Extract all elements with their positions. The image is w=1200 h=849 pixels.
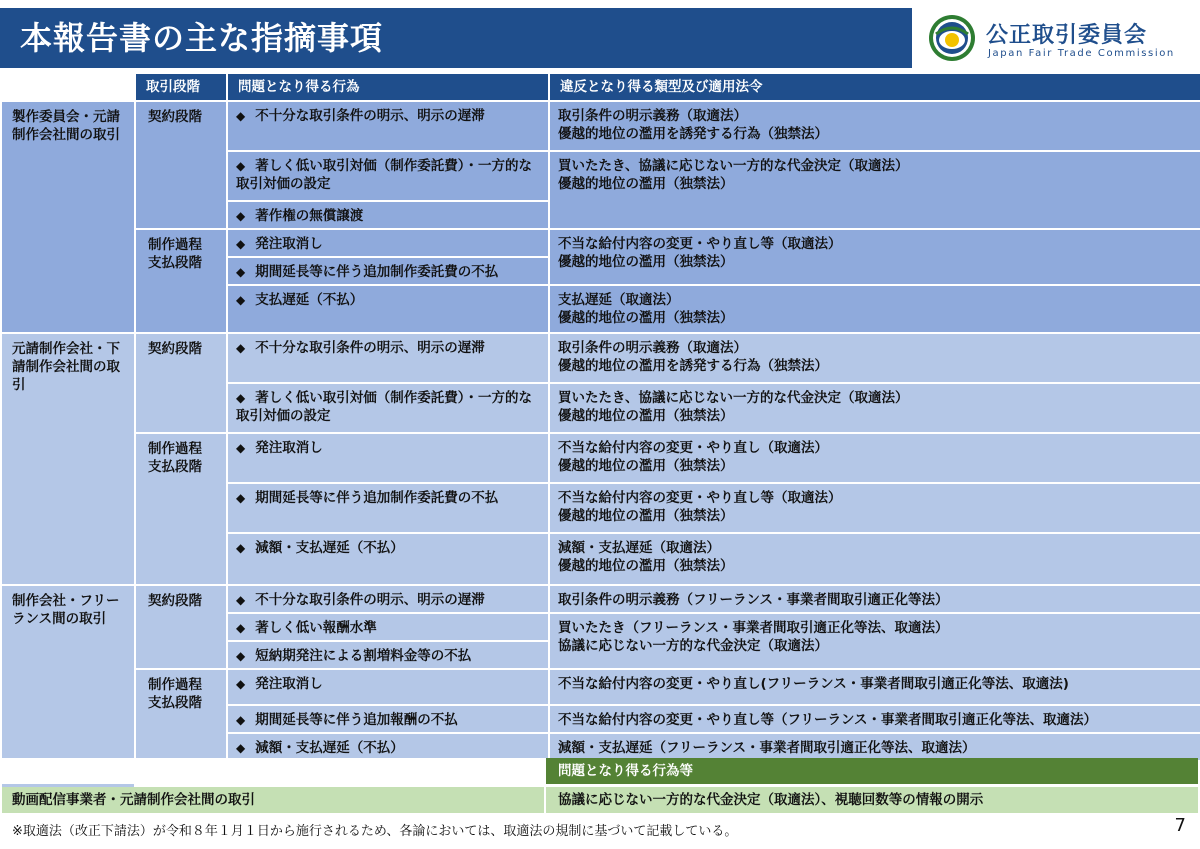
column-header-act: 問題となり得る行為 — [228, 74, 548, 100]
law-line: 不当な給付内容の変更・やり直し等（取適法） — [558, 236, 842, 252]
law-line: 買いたたき（フリーランス・事業者間取引適正化等法、取適法） — [558, 620, 949, 636]
column-header-law: 違反となり得る類型及び適用法令 — [550, 74, 1200, 100]
law-cell — [550, 230, 1200, 284]
law-line: 優越的地位の濫用（独禁法） — [558, 310, 734, 326]
law-line: 優越的地位の濫用（独禁法） — [558, 458, 734, 474]
law-line: 不当な給付内容の変更・やり直し（取適法） — [558, 440, 828, 456]
law-line: 優越的地位の濫用（独禁法） — [558, 408, 734, 424]
extra-party-cell: 動画配信事業者・元請制作会社間の取引 — [2, 787, 544, 813]
act-cell: ◆ 支払遅延（不払） — [228, 286, 548, 332]
law-line: 優越的地位の濫用を誘発する行為（独禁法） — [558, 358, 828, 374]
law-line: 取引条件の明示義務（フリーランス・事業者間取引適正化等法） — [558, 592, 949, 608]
title-bar — [0, 8, 912, 68]
stage-cell: 契約段階 — [136, 102, 226, 228]
stage-cell: 制作過程支払段階 — [136, 670, 226, 760]
page-number: 7 — [1174, 815, 1186, 836]
jftc-emblem-icon — [928, 14, 976, 62]
law-cell — [550, 152, 1200, 228]
act-cell: ◆ 期間延長等に伴う追加報酬の不払 — [228, 706, 548, 732]
logo-subtitle: Japan Fair Trade Commission — [988, 48, 1175, 59]
stage-cell: 制作過程支払段階 — [136, 434, 226, 584]
law-cell — [550, 586, 1200, 612]
law-line: 減額・支払遅延（フリーランス・事業者間取引適正化等法、取適法） — [558, 740, 976, 756]
law-line: 優越的地位の濫用（独禁法） — [558, 508, 734, 524]
law-cell — [550, 102, 1200, 150]
law-line: 不当な給付内容の変更・やり直し(フリーランス・事業者間取引適正化等法、取適法) — [558, 676, 1069, 692]
law-cell — [550, 434, 1200, 482]
law-line: 不当な給付内容の変更・やり直し等（フリーランス・事業者間取引適正化等法、取適法） — [558, 712, 1098, 728]
party-cell: 製作委員会・元請制作会社間の取引 — [2, 102, 134, 332]
act-cell: ◆ 短納期発注による割増料金等の不払 — [228, 642, 548, 668]
law-line: 協議に応じない一方的な代金決定（取適法） — [558, 638, 828, 654]
law-cell — [550, 734, 1200, 760]
law-cell — [550, 670, 1200, 704]
act-cell: ◆ 著しく低い取引対価（制作委託費）・一方的な取引対価の設定 — [228, 384, 548, 432]
act-cell: ◆ 期間延長等に伴う追加制作委託費の不払 — [228, 258, 548, 284]
law-line: 支払遅延（取適法） — [558, 292, 680, 308]
extra-blank-cell — [2, 758, 546, 784]
act-cell: ◆ 不十分な取引条件の明示、明示の遅滞 — [228, 334, 548, 382]
act-cell: ◆ 著作権の無償譲渡 — [228, 202, 548, 228]
party-cell: 制作会社・フリーランス間の取引 — [2, 586, 134, 788]
law-line: 優越的地位の濫用（独禁法） — [558, 558, 734, 574]
law-line: 取引条件の明示義務（取適法） — [558, 340, 747, 356]
law-cell — [550, 614, 1200, 668]
law-cell — [550, 286, 1200, 332]
act-cell: ◆ 不十分な取引条件の明示、明示の遅滞 — [228, 102, 548, 150]
act-cell: ◆ 期間延長等に伴う追加制作委託費の不払 — [228, 484, 548, 532]
law-cell — [550, 484, 1200, 532]
slide-header — [0, 0, 1200, 72]
act-cell: ◆ 著しく低い報酬水準 — [228, 614, 548, 640]
table-corner-cell — [2, 74, 134, 100]
extra-header: 問題となり得る行為等 — [546, 758, 1198, 784]
law-line: 取引条件の明示義務（取適法） — [558, 108, 747, 124]
law-cell — [550, 384, 1200, 432]
stage-cell: 制作過程支払段階 — [136, 230, 226, 332]
law-line: 買いたたき、協議に応じない一方的な代金決定（取適法） — [558, 158, 909, 174]
page-title: 本報告書の主な指摘事項 — [20, 19, 384, 57]
law-line: 不当な給付内容の変更・やり直し等（取適法） — [558, 490, 842, 506]
law-line: 優越的地位の濫用（独禁法） — [558, 176, 734, 192]
law-line: 優越的地位の濫用（独禁法） — [558, 254, 734, 270]
act-cell: ◆ 減額・支払遅延（不払） — [228, 534, 548, 584]
act-cell: ◆ 発注取消し — [228, 230, 548, 256]
findings-table — [2, 74, 1198, 788]
act-cell: ◆ 不十分な取引条件の明示、明示の遅滞 — [228, 586, 548, 612]
law-line: 減額・支払遅延（取適法） — [558, 540, 720, 556]
extra-act-cell: 協議に応じない一方的な代金決定（取適法）、視聴回数等の情報の開示 — [546, 787, 1198, 813]
act-cell: ◆ 著しく低い取引対価（制作委託費）・一方的な取引対価の設定 — [228, 152, 548, 200]
act-cell: ◆ 発注取消し — [228, 434, 548, 482]
law-cell — [550, 534, 1200, 584]
jftc-logo — [922, 10, 1192, 66]
law-line: 優越的地位の濫用を誘発する行為（独禁法） — [558, 126, 828, 142]
stage-cell: 契約段階 — [136, 586, 226, 668]
logo-name: 公正取引委員会 — [986, 23, 1148, 48]
law-line: 買いたたき、協議に応じない一方的な代金決定（取適法） — [558, 390, 909, 406]
stage-cell: 契約段階 — [136, 334, 226, 432]
party-cell: 元請制作会社・下請制作会社間の取引 — [2, 334, 134, 584]
law-cell — [550, 706, 1200, 732]
column-header-stage: 取引段階 — [136, 74, 226, 100]
footnote: ※取適法（改正下請法）が令和８年１月１日から施行されるため、各論においては、取適法の規制に基づいて記載している。 — [12, 824, 738, 839]
law-cell — [550, 334, 1200, 382]
act-cell: ◆ 発注取消し — [228, 670, 548, 704]
act-cell: ◆ 減額・支払遅延（不払） — [228, 734, 548, 760]
